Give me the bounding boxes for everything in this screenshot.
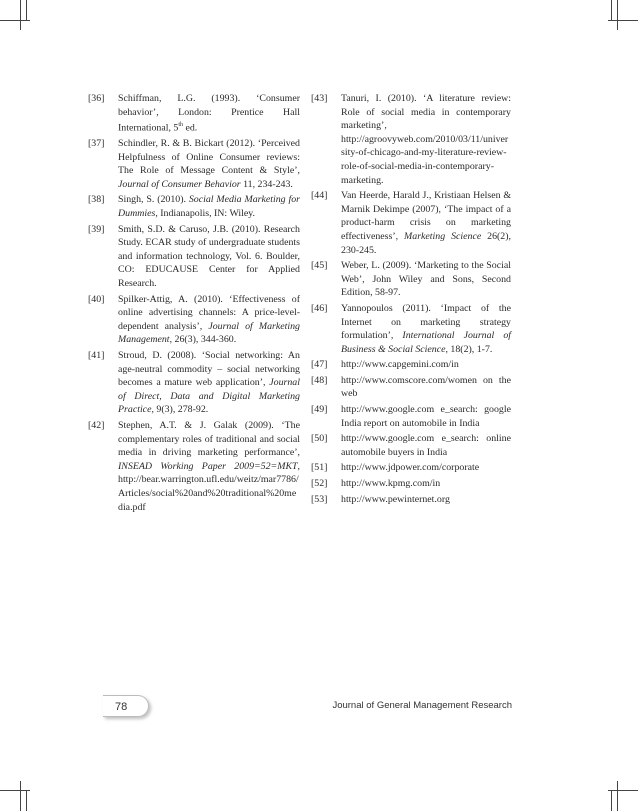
- reference-entry: [311, 461, 511, 475]
- crop-mark: [26, 0, 27, 20]
- reference-segment: Yannopoulos (2011). ‘Impact of the Internet on marketing strategy formulation’,: [341, 302, 511, 342]
- reference-italic-segment: INSEAD Working Paper 2009=52=MKT: [118, 460, 298, 472]
- reference-text: [341, 189, 511, 257]
- reference-entry: [88, 349, 300, 417]
- reference-segment: http://www.google.com e_search: online automobile buyers in India: [341, 433, 511, 458]
- reference-text: [341, 358, 511, 372]
- crop-mark: [20, 0, 21, 30]
- reference-segment: Spilker-Attig, A. (2010). ‘Effectiveness of online advertising channels: A price-level-dependent analysis’,: [118, 293, 300, 332]
- reference-segment: Singh, S. (2010).: [118, 194, 189, 206]
- references-right-column: [311, 92, 511, 508]
- reference-number: [53]: [311, 493, 328, 505]
- reference-text: [118, 419, 300, 514]
- reference-segment: 11, 234-243.: [240, 178, 293, 190]
- reference-segment: Tanuri, I. (2010). ‘A literature review: Role of social media in contemporary marketing’, http://agroovyweb.com/2010/03/11/university-of-chicago-and-my-literature-review-role-of-social-media-in-contemporary-marketing.: [341, 93, 511, 186]
- reference-number: [52]: [311, 478, 328, 490]
- reference-entry: [311, 374, 511, 401]
- reference-segment: Schindler, R. & B. Bickart (2012). ‘Perceived Helpfulness of Online Consumer reviews: The Role of Message Content & Style’,: [118, 138, 300, 177]
- crop-mark: [611, 791, 612, 811]
- reference-segment: , 9(3), 278-92.: [151, 404, 209, 416]
- reference-number: [40]: [88, 293, 105, 305]
- reference-number: [45]: [311, 260, 328, 272]
- crop-mark: [608, 20, 638, 21]
- reference-entry: [311, 403, 511, 430]
- reference-segment: , 18(2), 1-7.: [445, 343, 493, 355]
- crop-mark: [617, 781, 618, 811]
- reference-entry: [88, 92, 300, 135]
- reference-entry: [88, 193, 300, 220]
- reference-text: [118, 293, 300, 347]
- reference-number: [51]: [311, 462, 328, 474]
- reference-text: [341, 477, 511, 491]
- reference-number: [47]: [311, 359, 328, 371]
- reference-entry: [88, 293, 300, 347]
- reference-text: [118, 137, 300, 191]
- page-number: 78: [103, 695, 149, 717]
- reference-segment: http://www.kpmg.com/in: [341, 478, 441, 490]
- reference-text: [341, 302, 511, 356]
- reference-entry: [311, 259, 511, 300]
- reference-number: [48]: [311, 374, 328, 386]
- reference-segment: Schiffman, L.G. (1993). ‘Consumer behavior’, London: Prentice Hall International, 5: [118, 93, 300, 134]
- reference-segment: http://www.google.com e_search: google India report on automobile in India: [341, 404, 511, 429]
- reference-number: [44]: [311, 190, 328, 202]
- reference-italic-segment: Social Media Marketing for Dummies: [118, 194, 300, 220]
- reference-number: [43]: [311, 93, 328, 104]
- reference-text: [341, 461, 511, 475]
- reference-segment: Stroud, D. (2008). ‘Social networking: An age-neutral commodity – social networking becomes a mature web application’,: [118, 349, 300, 389]
- reference-number: [42]: [88, 419, 105, 431]
- reference-text: [341, 403, 511, 430]
- reference-entry: [311, 477, 511, 491]
- reference-entry: [88, 419, 300, 514]
- reference-entry: [311, 432, 511, 459]
- reference-text: [341, 432, 511, 459]
- reference-number: [50]: [311, 433, 328, 445]
- reference-italic-segment: International Journal of Business & Social Science: [341, 330, 511, 355]
- reference-text: [118, 223, 300, 291]
- reference-segment: , Indianapolis, IN: Wiley.: [155, 208, 256, 220]
- reference-segment: th: [178, 122, 183, 129]
- reference-text: [341, 374, 511, 401]
- reference-segment: Weber, L. (2009). ‘Marketing to the Social Web’, John Wiley and Sons, Second Edition, 58-97.: [341, 260, 511, 299]
- reference-segment: , 26(3), 344-360.: [169, 334, 237, 346]
- crop-mark: [608, 790, 638, 791]
- reference-text: [341, 493, 511, 507]
- reference-number: [38]: [88, 194, 105, 206]
- reference-segment: , http://bear.warrington.ufl.edu/weitz/mar7786/Articles/social%20and%20traditional%20media.pdf: [118, 460, 300, 513]
- journal-name: Journal of General Management Research: [332, 700, 512, 711]
- crop-mark: [20, 781, 21, 811]
- reference-entry: [311, 302, 511, 356]
- reference-segment: Van Heerde, Harald J., Kristiaan Helsen & Marnik Dekimpe (2007), ‘The impact of a product-harm crisis on marketing effectiveness’,: [341, 190, 511, 242]
- reference-segment: http://www.jdpower.com/corporate: [341, 462, 480, 474]
- crop-mark: [611, 0, 612, 20]
- reference-italic-segment: Journal of Direct, Data and Digital Marketing Practice: [118, 377, 300, 416]
- crop-mark: [0, 20, 30, 21]
- reference-text: [118, 92, 300, 135]
- reference-number: [49]: [311, 404, 328, 416]
- reference-number: [46]: [311, 302, 328, 314]
- crop-mark: [26, 791, 27, 811]
- references-left-column: [88, 92, 300, 516]
- reference-number: [36]: [88, 93, 105, 104]
- reference-text: [118, 349, 300, 417]
- reference-text: [341, 259, 511, 300]
- reference-italic-segment: Journal of Consumer Behavior: [118, 178, 241, 190]
- reference-segment: http://www.comscore.com/women on the web: [341, 374, 511, 400]
- reference-number: [37]: [88, 138, 105, 150]
- reference-entry: [88, 137, 300, 191]
- reference-italic-segment: Marketing Science: [404, 230, 482, 242]
- reference-segment: 26(2), 230-245.: [341, 230, 511, 256]
- reference-segment: Stephen, A.T. & J. Galak (2009). ‘The complementary roles of traditional and social media in driving marketing performance’,: [118, 419, 300, 459]
- reference-text: [341, 92, 511, 187]
- reference-italic-segment: Journal of Marketing Management: [118, 320, 300, 346]
- reference-number: [41]: [88, 349, 105, 361]
- reference-number: [39]: [88, 223, 105, 235]
- reference-segment: http://www.pewinternet.org: [341, 493, 450, 505]
- crop-mark: [617, 0, 618, 30]
- reference-text: [118, 193, 300, 220]
- reference-segment: http://www.capgemini.com/in: [341, 359, 459, 371]
- reference-entry: [311, 92, 511, 187]
- reference-segment: Smith, S.D. & Caruso, J.B. (2010). Research Study. ECAR study of undergraduate students and information technology, Vol. 6. Boulder, CO: EDUCAUSE Center for Applied Research.: [118, 223, 300, 290]
- reference-segment: ed.: [183, 122, 198, 134]
- reference-entry: [88, 223, 300, 291]
- reference-entry: [311, 493, 511, 507]
- reference-entry: [311, 358, 511, 372]
- reference-entry: [311, 189, 511, 257]
